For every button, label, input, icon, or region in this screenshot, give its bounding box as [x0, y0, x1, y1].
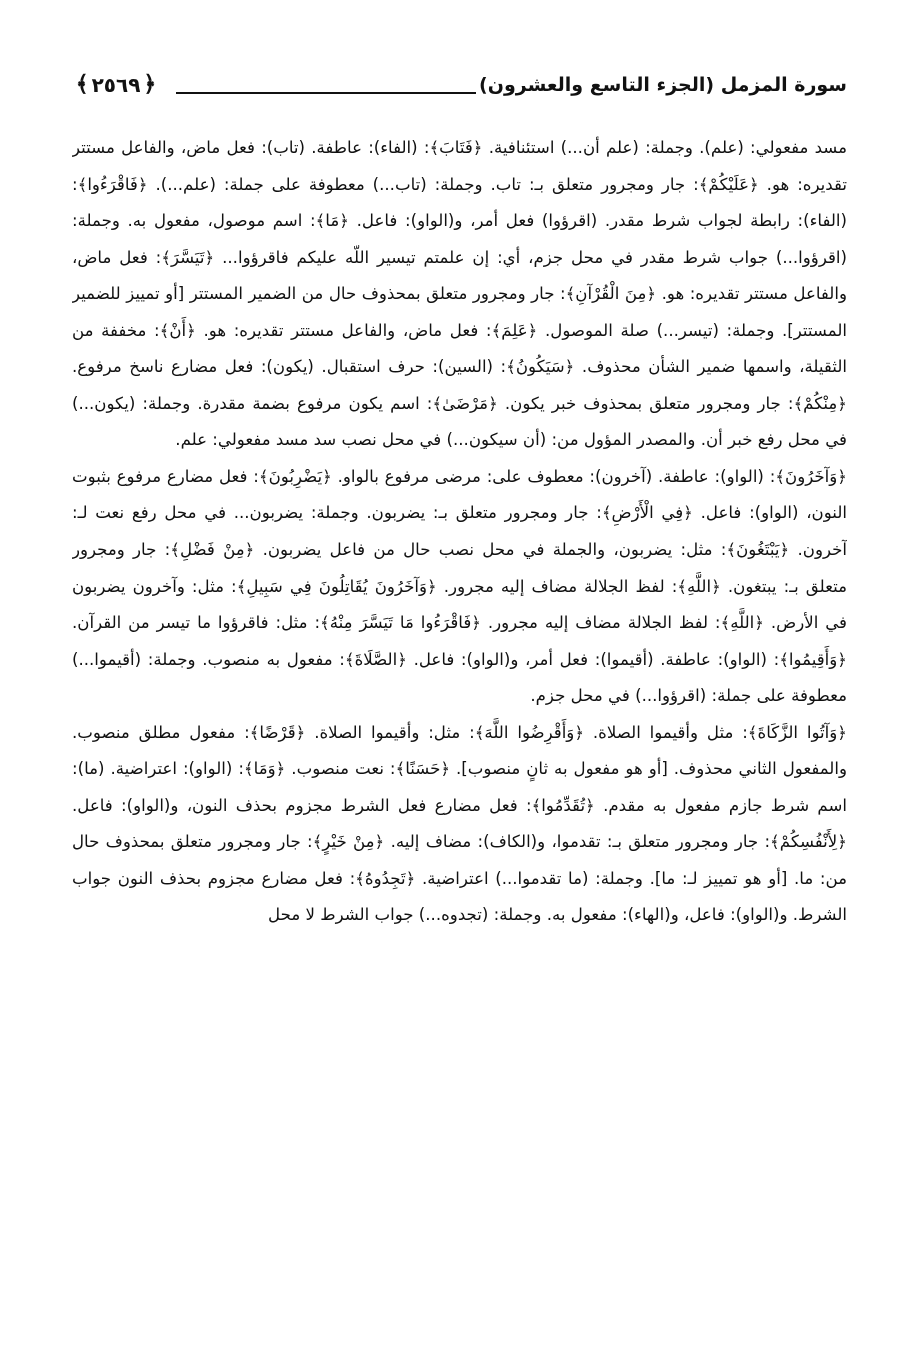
page-body: [72, 130, 847, 1286]
header-rule: [176, 92, 476, 94]
paragraph-3: ﴿وَآتُوا الزَّكَاةَ﴾: مثل وأقيموا الصلاة. ﴿وَأَقْرِضُوا اللَّهَ﴾: مثل: وأقيموا الصلاة. ﴿قَرْضًا﴾: مفعول مطلق منصوب. والمفعول الثاني محذوف. [أو هو مفعول به ثانٍ منصوب]. ﴿حَسَنًا﴾: نعت منصوب. ﴿وَمَا﴾: (الواو): اعتراضية. (ما): اسم شرط جازم مفعول به مقدم. ﴿تُقَدِّمُوا﴾: فعل مضارع فعل الشرط مجزوم بحذف النون، و(الواو): فاعل. ﴿لِأَنْفُسِكُمْ﴾: جار ومجرور متعلق بـ: تقدموا، و(الكاف): مضاف إليه. ﴿مِنْ خَيْرٍ﴾: جار ومجرور متعلق بمحذوف حال من: ما. [أو هو تمييز لـ: ما]. وجملة: (ما تقدموا...) اعتراضية. ﴿تَجِدُوهُ﴾: فعل مضارع مجزوم بحذف النون جواب الشرط. و(الواو): فاعل، و(الهاء): مفعول به. وجملة: (تجدوه...) جواب الشرط لا محل: [72, 722, 847, 925]
paragraph-2: ﴿وَآخَرُونَ﴾: (الواو): عاطفة. (آخرون): معطوف على: مرضى مرفوع بالواو. ﴿يَضْرِبُونَ﴾: فعل مضارع مرفوع بثبوت النون، (الواو): فاعل. ﴿فِي الْأَرْضِ﴾: جار ومجرور متعلق بـ: يضربون. وجملة: يضربون... في محل رفع نعت لـ: آخرون. ﴿يَبْتَغُونَ﴾: مثل: يضربون، والجملة في محل نصب حال من فاعل يضربون. ﴿مِنْ فَضْلِ﴾: جار ومجرور متعلق بـ: يبتغون. ﴿اللَّهِ﴾: لفظ الجلالة مضاف إليه مجرور. ﴿وَآخَرُونَ يُقَاتِلُونَ فِي سَبِيلِ﴾: مثل: وآخرون يضربون في الأرض. ﴿اللَّهِ﴾: لفظ الجلالة مضاف إليه مجرور. ﴿فَاقْرَءُوا مَا تَيَسَّرَ مِنْهُ﴾: مثل: فاقرؤوا ما تيسر من القرآن. ﴿وَأَقِيمُوا﴾: (الواو): عاطفة. (أقيموا): فعل أمر، و(الواو): فاعل. ﴿الصَّلَاةَ﴾: مفعول به منصوب. وجملة: (أقيموا...) معطوفة على جملة: (اقرؤوا...) في محل جزم.: [72, 466, 847, 706]
page-number: [70, 70, 162, 100]
paragraph-1: مسد مفعولي: (علم). وجملة: (علم أن...) استئنافية. ﴿فَتَابَ﴾: (الفاء): عاطفة. (تاب): فعل ماض، والفاعل مستتر تقديره: هو. ﴿عَلَيْكُمْ﴾: جار ومجرور متعلق بـ: تاب. وجملة: (تاب...) معطوفة على جملة: (علم...). ﴿فَاقْرَءُوا﴾: (الفاء): رابطة لجواب شرط مقدر. (اقرؤوا) فعل أمر، و(الواو): فاعل. ﴿مَا﴾: اسم موصول، مفعول به. وجملة: (اقرؤوا...) جواب شرط مقدر في محل جزم، أي: إن علمتم تيسير اللّه عليكم فاقرؤوا... ﴿تَيَسَّرَ﴾: فعل ماض، والفاعل مستتر تقديره: هو. ﴿مِنَ الْقُرْآنِ﴾: جار ومجرور متعلق بمحذوف حال من الضمير المستتر [أو تمييز للضمير المستتر]. وجملة: (تيسر...) صلة الموصول. ﴿عَلِمَ﴾: فعل ماض، والفاعل مستتر تقديره: هو. ﴿أَنْ﴾: مخففة من الثقيلة، واسمها ضمير الشأن محذوف. ﴿سَيَكُونُ﴾: (السين): حرف استقبال. (يكون): فعل مضارع ناسخ مرفوع. ﴿مِنْكُمْ﴾: جار ومجرور متعلق بمحذوف خبر يكون. ﴿مَرْضَىٰ﴾: اسم يكون مرفوع بضمة مقدرة. وجملة: (يكون...) في محل رفع خبر أن. والمصدر المؤول من: (أن سيكون...) في محل نصب سد مسد مفعولي: علم.: [72, 138, 847, 450]
page-number-value: ٢٥٦٩: [91, 73, 141, 97]
running-head: سورة المزمل (الجزء التاسع والعشرون): [479, 74, 847, 96]
page-number-open-bracket: ﴿: [143, 72, 157, 97]
page-header: [70, 70, 847, 110]
page-number-close-bracket: ﴾: [75, 72, 89, 97]
